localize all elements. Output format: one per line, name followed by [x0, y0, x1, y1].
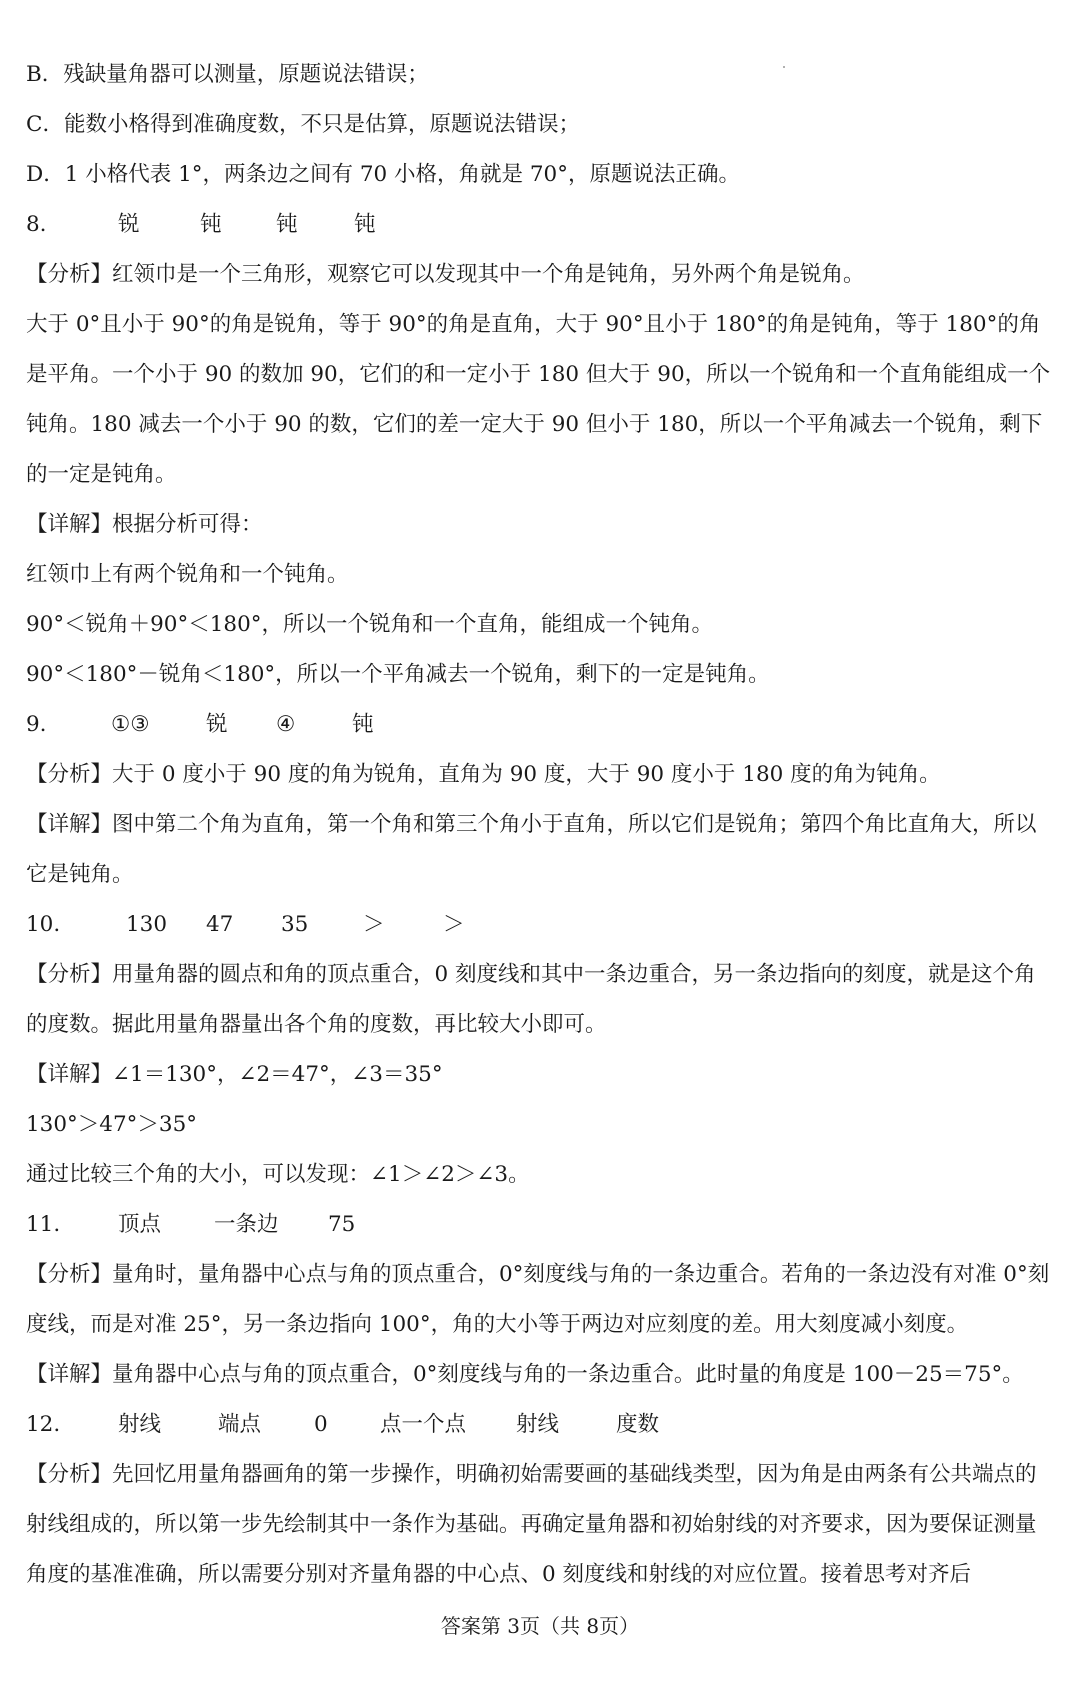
q10-number: 10.: [26, 912, 61, 937]
q9-number: 9.: [26, 712, 47, 737]
q12-answer-3: 0: [314, 1412, 328, 1437]
option-b: B．残缺量角器可以测量，原题说法错误；: [26, 62, 429, 87]
q10-detail-line-2: 通过比较三个角的大小，可以发现：∠1＞∠2＞∠3。: [26, 1162, 530, 1187]
q8-detail-line-2: 90°＜锐角＋90°＜180°，所以一个锐角和一个直角，能组成一个钝角。: [26, 612, 714, 637]
q10-answer-1: 130: [126, 912, 168, 937]
q12-number: 12.: [26, 1412, 61, 1437]
q8-answer-3: 钝: [276, 212, 298, 237]
q10-answer-3: 35: [281, 912, 309, 937]
q10-detail: 【详解】∠1＝130°，∠2＝47°，∠3＝35°: [26, 1062, 443, 1087]
option-c: C．能数小格得到准确度数，不只是估算，原题说法错误；: [26, 112, 580, 137]
q8-number: 8.: [26, 212, 47, 237]
q11-answer-3: 75: [328, 1212, 356, 1237]
q8-answer-2: 钝: [200, 212, 222, 237]
q9-answer-1: ①③: [111, 712, 150, 737]
q10-answer-4: ＞: [363, 912, 385, 937]
q12-answer-2: 端点: [218, 1412, 262, 1437]
q8-detail: 【详解】根据分析可得：: [26, 512, 263, 537]
q9-answer-4: 钝: [352, 712, 374, 737]
q10-answer-2: 47: [206, 912, 234, 937]
q11-answer-1: 顶点: [118, 1212, 162, 1237]
q12-analysis: 【分析】先回忆用量角器画角的第一步操作，明确初始需要画的基础线类型，因为角是由两条有公共端点的射线组成的，所以第一步先绘制其中一条作为基础。再确定量角器和初始射线的对齐要求，因为要保证测量角度的基准准确，所以需要分别对齐量角器的中心点、0 刻度线和射线的对应位置。接着思考对齐后: [26, 1462, 1037, 1587]
q12-answer-4: 点一个点: [380, 1412, 467, 1437]
q8-answer-1: 锐: [118, 212, 140, 237]
option-d: D．1 小格代表 1°，两条边之间有 70 小格，角就是 70°，原题说法正确。: [26, 162, 740, 187]
q10-answers: [26, 900, 1056, 950]
q8-analysis-body: 大于 0°且小于 90°的角是锐角，等于 90°的角是直角，大于 90°且小于 180°的角是钝角，等于 180°的角是平角。一个小于 90 的数加 90，它们的和一定小于 180 但大于 90，所以一个锐角和一个直角能组成一个钝角。180 减去一个小于 90 的数，它们的差一定大于 90 但小于 180，所以一个平角减去一个锐角，剩下的一定是钝角。: [26, 312, 1051, 487]
answer-page: [26, 50, 1056, 1600]
q12-answers: [26, 1400, 1056, 1450]
q8-detail-line-1: 红领巾上有两个锐角和一个钝角。: [26, 562, 349, 587]
q12-answer-6: 度数: [616, 1412, 660, 1437]
q8-answers: [26, 200, 1056, 250]
q12-answer-5: 射线: [516, 1412, 560, 1437]
q10-analysis: 【分析】用量角器的圆点和角的顶点重合，0 刻度线和其中一条边重合，另一条边指向的刻度，就是这个角的度数。据此用量角器量出各个角的度数，再比较大小即可。: [26, 962, 1036, 1037]
q12-answer-1: 射线: [118, 1412, 162, 1437]
q11-answers: [26, 1200, 1056, 1250]
q10-answer-5: ＞: [443, 912, 465, 937]
q8-analysis: 【分析】红领巾是一个三角形，观察它可以发现其中一个角是钝角，另外两个角是锐角。: [26, 262, 865, 287]
q9-answer-3: ④: [276, 712, 296, 737]
q8-answer-4: 钝: [354, 212, 376, 237]
q10-detail-line-1: 130°＞47°＞35°: [26, 1112, 198, 1137]
q9-analysis: 【分析】大于 0 度小于 90 度的角为锐角，直角为 90 度，大于 90 度小于 180 度的角为钝角。: [26, 762, 941, 787]
page-footer: 答案第 3页（共 8页）: [440, 1614, 640, 1638]
q8-detail-line-3: 90°＜180°－锐角＜180°，所以一个平角减去一个锐角，剩下的一定是钝角。: [26, 662, 770, 687]
q11-detail: 【详解】量角器中心点与角的顶点重合，0°刻度线与角的一条边重合。此时量的角度是 100－25＝75°。: [26, 1362, 1024, 1387]
q11-answer-2: 一条边: [214, 1212, 279, 1237]
q9-detail: 【详解】图中第二个角为直角，第一个角和第三个角小于直角，所以它们是锐角；第四个角比直角大，所以它是钝角。: [26, 812, 1037, 887]
q11-number: 11.: [26, 1212, 61, 1237]
q11-analysis: 【分析】量角时，量角器中心点与角的顶点重合，0°刻度线与角的一条边重合。若角的一条边没有对准 0°刻度线，而是对准 25°，另一条边指向 100°，角的大小等于两边对应刻度的差。用大刻度减小刻度。: [26, 1262, 1050, 1337]
q9-answers: [26, 700, 1056, 750]
q9-answer-2: 锐: [206, 712, 228, 737]
